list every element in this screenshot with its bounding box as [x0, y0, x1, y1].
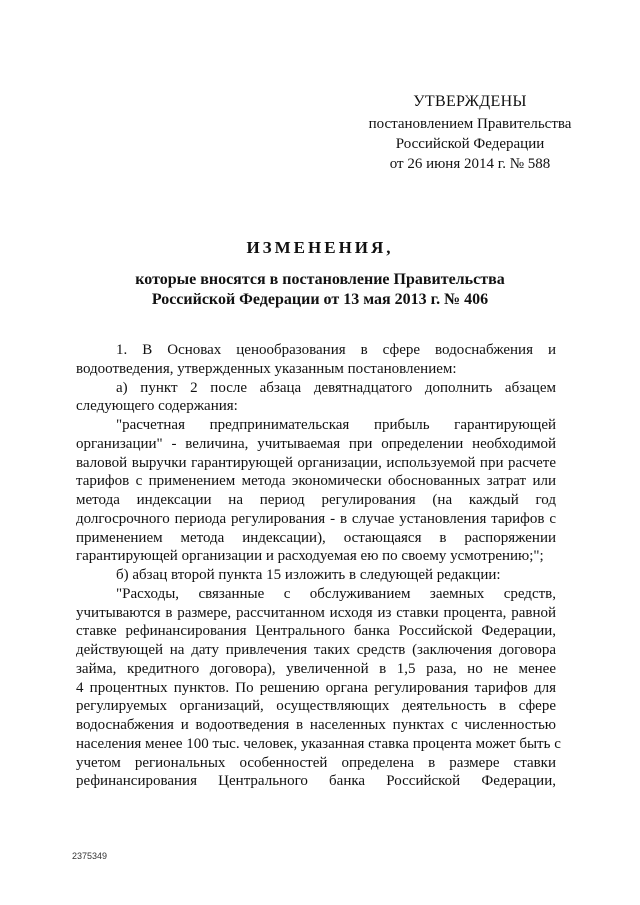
approval-line-3: от 26 июня 2014 г. № 588	[389, 156, 551, 172]
body-line: б) абзац второй пункта 15 изложить в следующей редакции:	[116, 567, 501, 583]
body-line: рефинансирования Центрального банка Российской Федерации,	[76, 773, 556, 790]
body-line: водоснабжения и водоотведения в населенных пунктах с численностью	[76, 717, 556, 733]
body-line: регулируемых организаций, осуществляющих деятельность в сфере	[76, 698, 556, 715]
document-body	[76, 341, 561, 791]
heading-sub-2: Российской Федерации от 13 мая 2013 г. № 406	[151, 291, 489, 308]
approval-title: УТВЕРЖДЕНЫ	[413, 93, 527, 110]
body-line: долгосрочного периода регулирования - в случае установления тарифов с	[76, 510, 556, 527]
footer-code: 2375349	[72, 851, 108, 861]
heading-main: ИЗМЕНЕНИЯ,	[246, 238, 394, 257]
body-line: "Расходы, связанные с обслуживанием заемных средств,	[116, 585, 556, 602]
heading-sub-1: которые вносятся в постановление Правительства	[135, 271, 505, 288]
body-line: действующей на дату привлечения таких средств (заключения договора	[76, 642, 556, 658]
body-line: следующего содержания:	[76, 398, 238, 415]
body-line: метода индексации на период регулирования (на каждый год	[76, 492, 556, 508]
approval-block	[360, 92, 580, 174]
body-line: применением метода индексации), остающаяся в распоряжении	[76, 529, 556, 546]
body-line: валовой выручки гарантирующей организации, используемой при расчете	[76, 454, 556, 471]
body-line: водоотведения, утвержденных указанным постановлением:	[76, 360, 457, 377]
body-line: 1. В Основах ценообразования в сфере водоснабжения и	[116, 342, 556, 358]
body-line: а) пункт 2 после абзаца девятнадцатого дополнить абзацем	[116, 379, 556, 396]
body-line: учитываются в размере, рассчитанном исходя из ставки процента, равной	[76, 604, 556, 621]
body-line: "расчетная предпринимательская прибыль гарантирующей	[116, 417, 556, 433]
approval-line-1: постановлением Правительства	[368, 116, 572, 132]
body-line: тарифов с применением метода экономически обоснованных затрат или	[76, 473, 556, 490]
approval-line-2: Российской Федерации	[395, 136, 545, 152]
body-line: населения менее 100 тыс. человек, указанная ставка процента может быть с	[76, 735, 561, 752]
body-line: 4 процентных пунктов. По решению органа регулирования тарифов для	[76, 679, 556, 696]
body-line: организации" - величина, учитываемая при определении необходимой	[76, 435, 556, 452]
body-line: гарантирующей организации и расходуемая ею по своему усмотрению;";	[76, 548, 544, 565]
body-line: учетом региональных особенностей определена в размере ставки	[76, 754, 556, 771]
body-line: займа, кредитного договора), увеличенной в 1,5 раза, но не менее	[76, 660, 556, 677]
document-heading	[0, 238, 640, 310]
body-line: ставке рефинансирования Центрального банка Российской Федерации,	[76, 623, 556, 640]
